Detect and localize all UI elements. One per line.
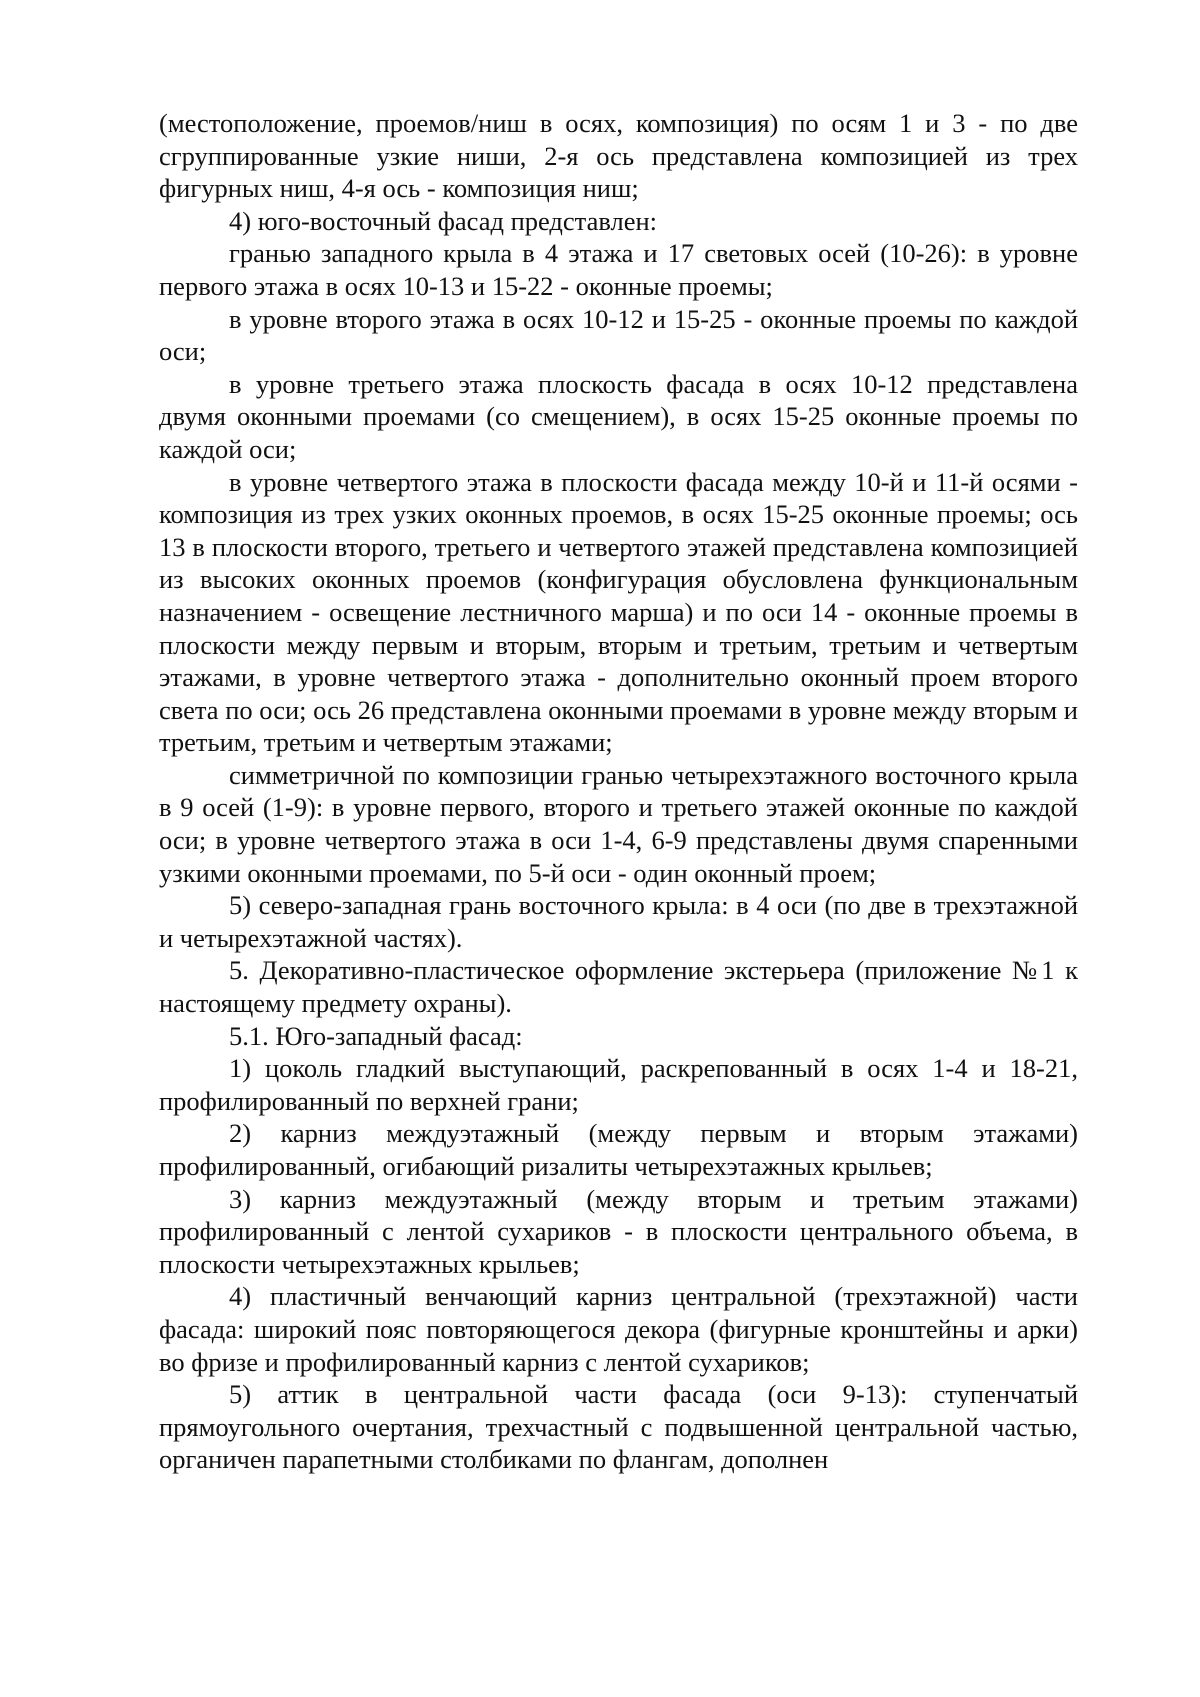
paragraph-east-wing-face: симметричной по композиции гранью четырехэтажного восточного крыла в 9 осей (1-9): в уровне первого, второго и третьего этажей оконные по каждой оси; в уровне четвертого этажа в оси 1-4, 6-9 представлены двумя спаренными узкими оконными проемами, по 5-й оси - один оконный проем;	[159, 759, 1078, 888]
document-page	[159, 107, 1078, 1476]
paragraph-northwest-face: 5) северо-западная грань восточного крыла: в 4 оси (по две в трехэтажной и четырехэтажной частях).	[159, 890, 1078, 953]
paragraph-fourth-floor: в уровне четвертого этажа в плоскости фасада между 10-й и 11-й осями - композиция из трех узких оконных проемов, в осях 15-25 оконные проемы; ось 13 в плоскости второго, третьего и четвертого этажей представлена композицией из высоких оконных проемов (конфигурация обусловлена функциональным назначением - освещение лестничного марша) и по оси 14 - оконные проемы в плоскости между первым и вторым, вторым и третьим, третьим и четвертым этажами, в уровне четвертого этажа - дополнительно оконный проем второго света по оси; ось 26 представлена оконными проемами в уровне между вторым и третьим, третьим и четвертым этажами;	[159, 466, 1078, 758]
paragraph-item-4: 4) пластичный венчающий карниз центральной (трехэтажной) части фасада: широкий пояс повторяющегося декора (фигурные кронштейны и арки) во фризе и профилированный карниз с лентой сухариков;	[159, 1281, 1078, 1377]
paragraph-southeast-facade: 4) юго-восточный фасад представлен:	[229, 205, 658, 236]
paragraph-section-5-1: 5.1. Юго-западный фасад:	[229, 1020, 523, 1051]
paragraph-item-1: 1) цоколь гладкий выступающий, раскрепованный в осях 1-4 и 18-21, профилированный по верхней грани;	[159, 1053, 1078, 1116]
paragraph-section-5: 5. Декоративно-пластическое оформление экстерьера (приложение №1 к настоящему предмету охраны).	[159, 955, 1078, 1019]
paragraph-west-wing-face: гранью западного крыла в 4 этажа и 17 световых осей (10-26): в уровне первого этажа в осях 10-13 и 15-22 - оконные проемы;	[159, 238, 1078, 301]
paragraph-item-5: 5) аттик в центральной части фасада (оси 9-13): ступенчатый прямоугольного очертания, трехчастный с подвышенной центральной частью, органичен парапетными столбиками по флангам, дополнен	[159, 1379, 1078, 1475]
paragraph-second-floor: в уровне второго этажа в осях 10-12 и 15-25 - оконные проемы по каждой оси;	[159, 303, 1078, 367]
paragraph-continuation: (местоположение, проемов/ниш в осях, композиция) по осям 1 и 3 - по две сгруппированные узкие ниши, 2-я ось представлена композицией из трех фигурных ниш, 4-я ось - композиция ниш;	[159, 108, 1078, 204]
paragraph-item-3: 3) карниз междуэтажный (между вторым и третьим этажами) профилированный с лентой сухариков - в плоскости центрального объема, в плоскости четырехэтажных крыльев;	[159, 1183, 1078, 1279]
paragraph-item-2: 2) карниз междуэтажный (между первым и вторым этажами) профилированный, огибающий ризалиты четырехэтажных крыльев;	[159, 1118, 1078, 1181]
paragraph-third-floor: в уровне третьего этажа плоскость фасада в осях 10-12 представлена двумя оконными проемами (со смещением), в осях 15-25 оконные проемы по каждой оси;	[159, 368, 1078, 464]
